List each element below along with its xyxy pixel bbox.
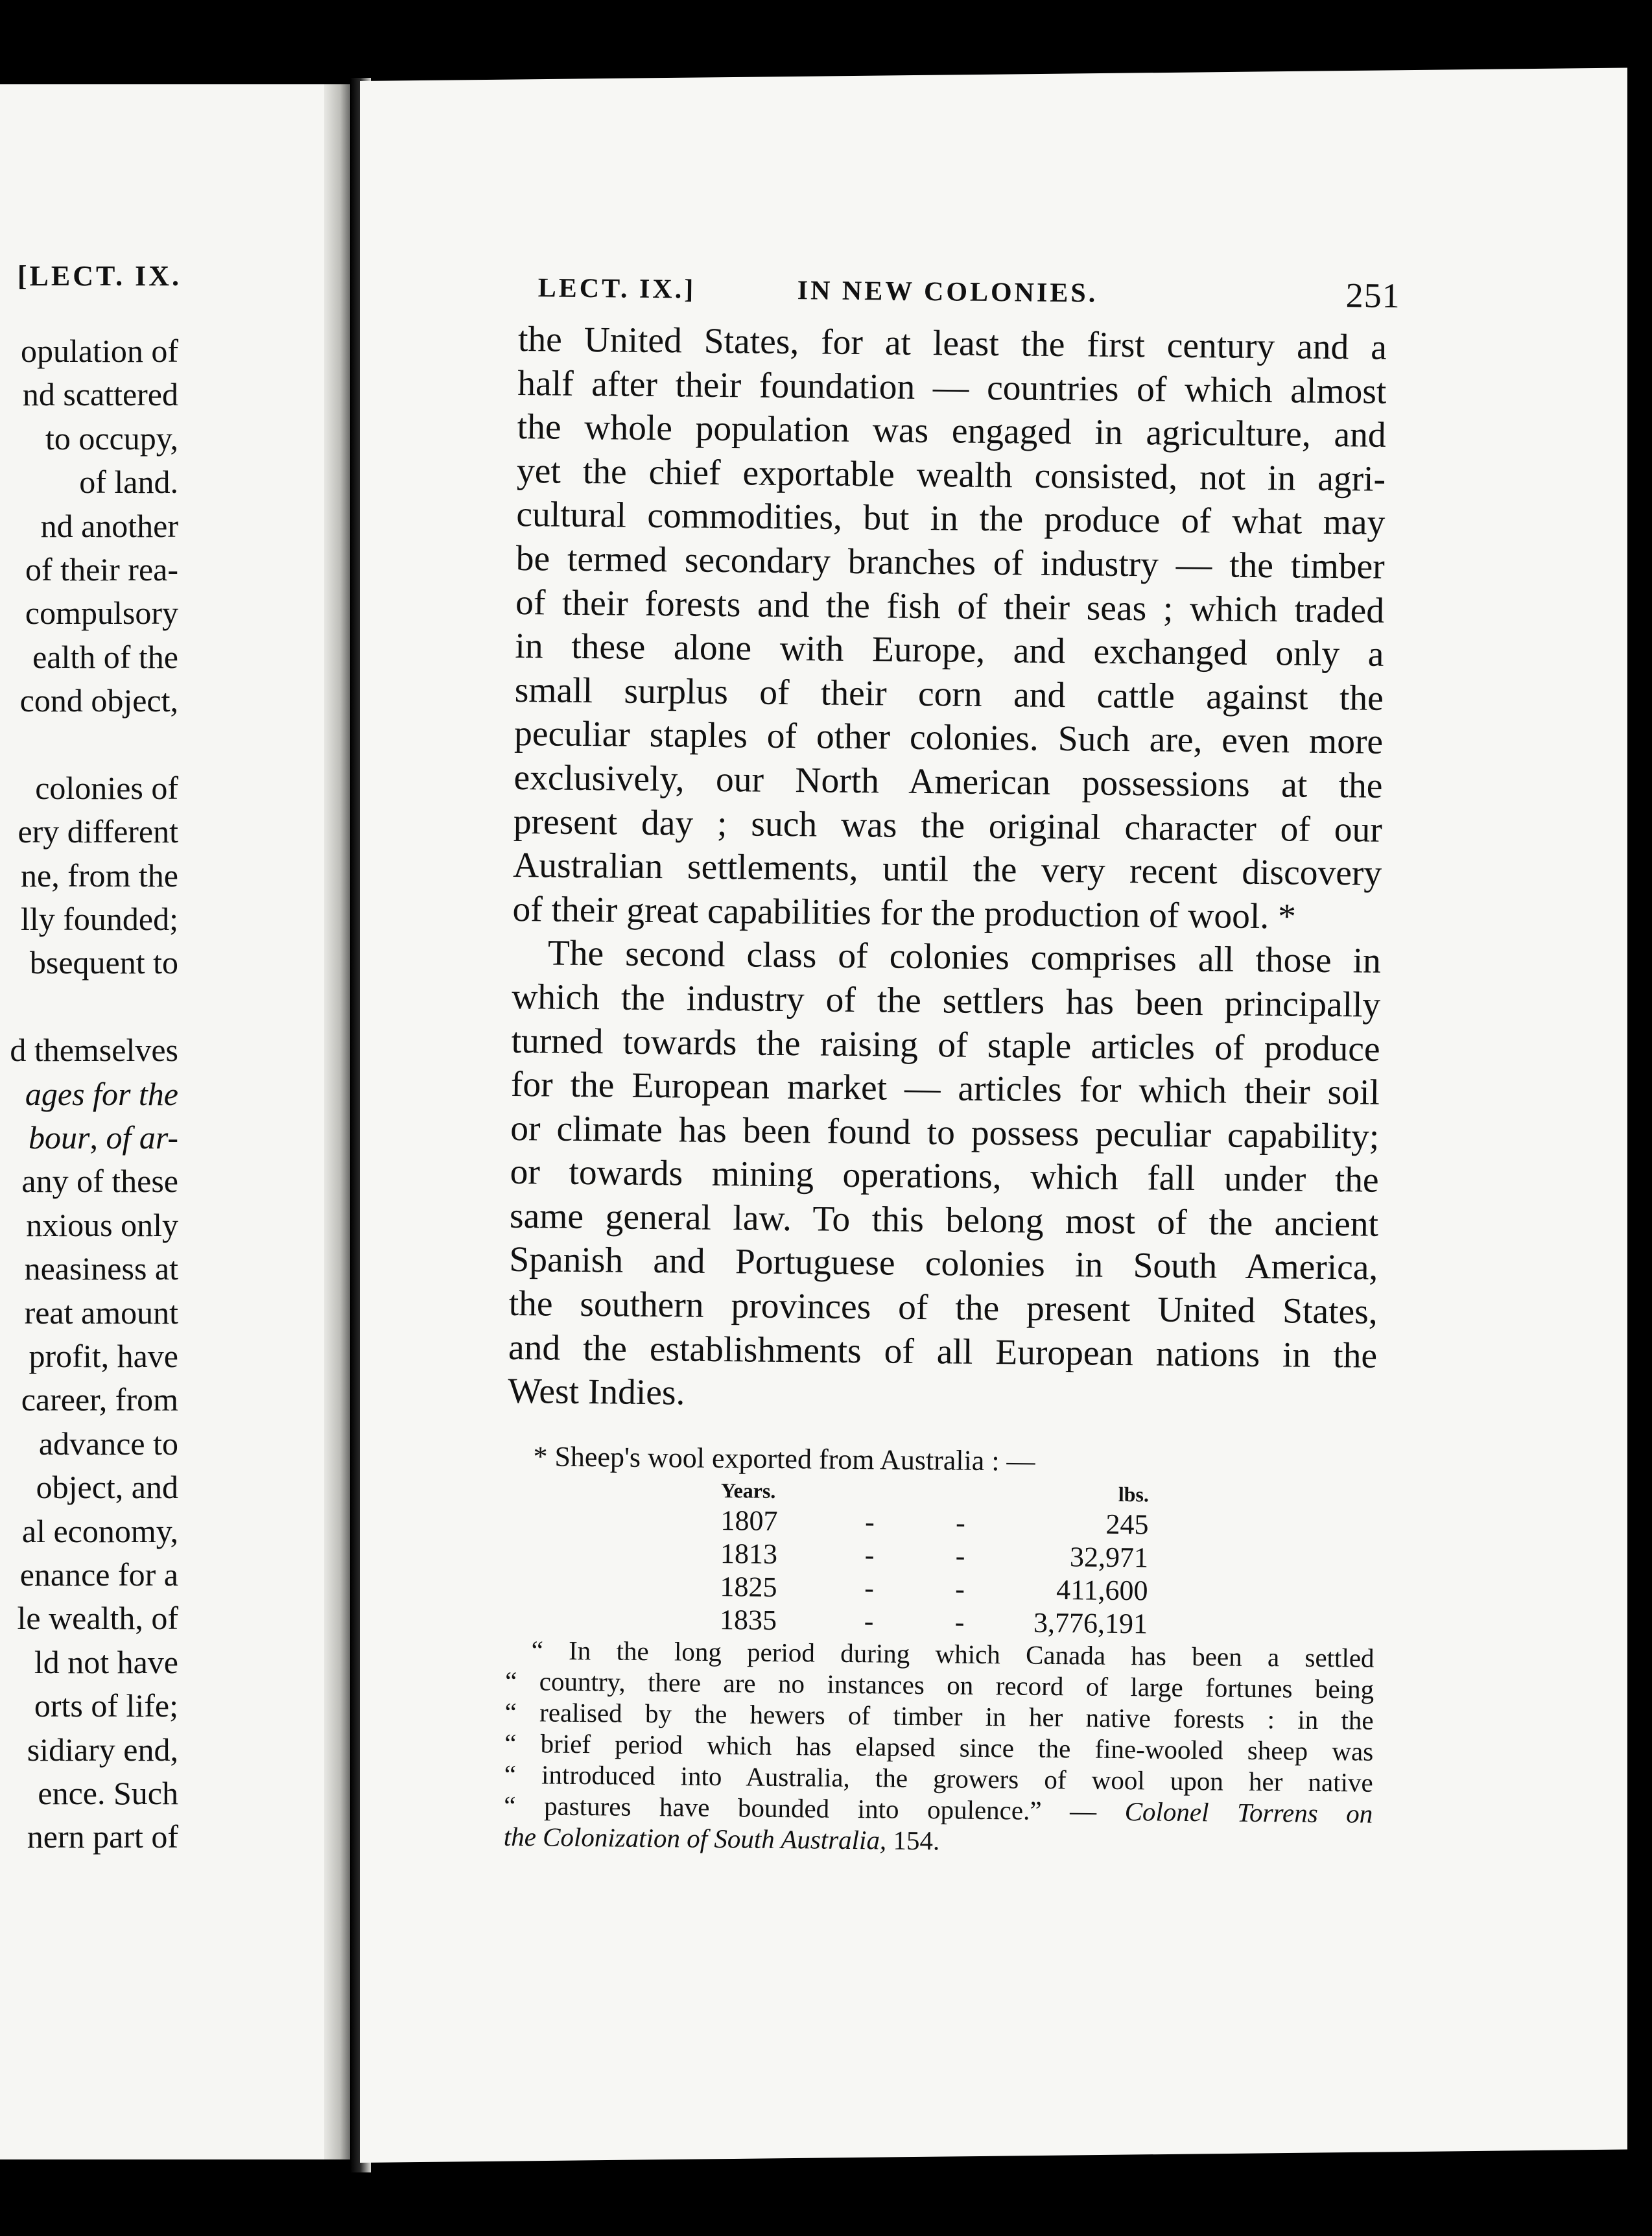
wool-export-table <box>720 1477 1162 1641</box>
left-page-line <box>0 985 178 1029</box>
footnote <box>504 1438 1376 1861</box>
table-header-row <box>721 1477 1162 1508</box>
quote-text: “ In the long period during which Canada has been a settled <box>531 1635 1375 1673</box>
body-line: The second class of colonies comprises all those in <box>547 933 1382 982</box>
table-cell-dash: - <box>955 1540 965 1572</box>
body-line: Australian settlements, until the very recent discovery <box>512 846 1382 894</box>
body-line: and the establishments of all European nations in the <box>508 1327 1378 1376</box>
quote-text: “ country, there are no instances on record of large fortunes being <box>504 1665 1375 1704</box>
table-cell-dash: - <box>864 1572 875 1604</box>
quote-text: “ pastures have bounded into opulence.” — <box>504 1790 1097 1826</box>
left-page-line: nd another <box>40 507 178 544</box>
left-page-line: nern part of <box>27 1818 178 1855</box>
body-line: for the European market — articles for which their soil <box>510 1065 1380 1113</box>
footnote-intro: * Sheep's wool exported from Australia : — <box>533 1440 1035 1477</box>
table-cell-lbs: 411,600 <box>1056 1573 1148 1607</box>
body-line: cultural commodities, but in the produce of what may <box>516 495 1386 543</box>
left-page-line: to occupy, <box>45 420 178 457</box>
table-cell-dash: - <box>864 1605 874 1637</box>
quote-text: “ brief period which has elapsed since the fine-wooled sheep was <box>504 1728 1374 1766</box>
left-page-line: lly founded; <box>20 901 178 938</box>
left-page-text <box>0 329 178 1859</box>
left-running-head: [LECT. IX. <box>17 260 182 292</box>
left-page-line: ld not have <box>34 1643 178 1680</box>
body-line: exclusively, our North American possessions at the <box>513 757 1383 806</box>
table-cell-dash: - <box>954 1606 965 1638</box>
table-cell-dash: - <box>954 1573 965 1605</box>
left-page-line: nd scattered <box>22 376 178 413</box>
left-page-line: bour, of ar- <box>29 1119 178 1156</box>
body-line: of their forests and the fish of their seas ; which traded <box>515 582 1385 631</box>
left-page-line: ne, from the <box>21 857 178 894</box>
left-page-line: d themselves <box>10 1032 178 1069</box>
body-line: Spanish and Portuguese colonies in South America, <box>509 1240 1378 1289</box>
left-page-line: ealth of the <box>32 638 178 675</box>
left-page-line: advance to <box>38 1425 178 1462</box>
left-page-line <box>0 723 178 767</box>
body-line: half after their foundation — countries of which almost <box>517 363 1387 412</box>
paragraph-2 <box>508 931 1381 1421</box>
page-number: 251 <box>1345 276 1401 316</box>
table-cell-dash: - <box>864 1506 875 1538</box>
body-line: or climate has been found to possess peculiar capability; <box>510 1108 1380 1157</box>
left-page-line: object, and <box>36 1469 178 1506</box>
left-page-line: orts of life; <box>34 1687 178 1724</box>
footnote-quote <box>504 1634 1375 1861</box>
body-line: which the industry of the settlers has been principally <box>511 977 1381 1025</box>
left-page-line: of their rea- <box>25 551 178 588</box>
citation-page: 154. <box>893 1825 940 1856</box>
body-line: turned towards the raising of staple articles of produce <box>511 1021 1380 1069</box>
body-line: be termed secondary branches of industry — the timber <box>515 538 1385 587</box>
left-page-line: nxious only <box>26 1206 178 1243</box>
quote-text: “ introduced into Australia, the growers of wool upon her native <box>504 1759 1373 1798</box>
running-head <box>518 272 1401 326</box>
left-page-line: sidiary end, <box>27 1731 178 1768</box>
running-head-lecture: LECT. IX.] <box>537 273 696 305</box>
body-line: the whole population was engaged in agriculture, and <box>517 407 1386 456</box>
body-line: or towards mining operations, which fall under the <box>510 1152 1379 1201</box>
body-line: the United States, for at least the first century and a <box>517 319 1387 368</box>
running-head-title: IN NEW COLONIES. <box>797 276 1098 309</box>
citation-author: Colonel Torrens on <box>1124 1796 1373 1829</box>
left-page-line: opulation of <box>20 333 178 369</box>
left-page-line: ages for the <box>25 1075 178 1112</box>
table-row <box>720 1570 1161 1608</box>
body-line: the southern provinces of the present United States, <box>508 1283 1378 1332</box>
table-cell-year: 1813 <box>720 1537 778 1570</box>
left-page-line: bsequent to <box>29 944 178 981</box>
citation-title: the Colonization of South Australia, <box>503 1821 887 1855</box>
body-text <box>508 318 1387 1422</box>
left-page-line: career, from <box>21 1381 178 1418</box>
paragraph-1 <box>512 318 1387 940</box>
table-cell-dash: - <box>955 1506 966 1539</box>
left-page-line: compulsory <box>25 595 178 632</box>
body-line: present day ; such was the original character of our <box>513 802 1383 850</box>
table-cell-year: 1825 <box>720 1570 777 1603</box>
left-page-line: al economy, <box>21 1512 178 1549</box>
left-page-line: profit, have <box>29 1337 178 1374</box>
right-page-content <box>503 272 1401 1861</box>
quote-text: “ realised by the hewers of timber in her native forests : in the <box>504 1696 1374 1735</box>
table-cell-year: 1835 <box>719 1603 777 1636</box>
left-facing-page <box>0 84 353 2159</box>
left-page-line: neasiness at <box>24 1250 178 1287</box>
left-page-line: colonies of <box>35 769 178 806</box>
body-line: same general law. To this belong most of the ancient <box>509 1196 1379 1244</box>
table-cell-lbs: 245 <box>1105 1508 1149 1541</box>
body-line: peculiar staples of other colonies. Such are, even more <box>513 714 1384 763</box>
left-page-line: ence. Such <box>38 1774 178 1811</box>
left-page-line: reat amount <box>24 1294 178 1331</box>
table-cell-year: 1807 <box>720 1504 778 1537</box>
left-page-line: enance for a <box>19 1556 178 1593</box>
body-line: of their great capabilities for the production of wool. * <box>512 889 1297 937</box>
table-cell-lbs: 3,776,191 <box>1033 1606 1148 1640</box>
table-cell-dash: - <box>864 1539 875 1571</box>
left-page-line: of land. <box>79 464 178 501</box>
left-page-line: le wealth, of <box>17 1600 178 1637</box>
body-line: small surplus of their corn and cattle against the <box>514 670 1384 719</box>
table-cell-lbs: 32,971 <box>1069 1541 1149 1574</box>
table-header-lbs: lbs. <box>1118 1482 1150 1506</box>
left-page-line: cond object, <box>19 682 178 719</box>
table-row <box>720 1603 1161 1641</box>
body-line: yet the chief exportable wealth consisted, not in agri- <box>516 451 1386 499</box>
left-page-line: any of these <box>21 1163 178 1200</box>
body-line: West Indies. <box>508 1372 685 1413</box>
left-page-line: ery different <box>18 813 178 850</box>
table-row <box>720 1504 1161 1541</box>
table-row <box>720 1537 1161 1575</box>
body-line: in these alone with Europe, and exchanged only a <box>515 626 1384 674</box>
table-header-years: Years. <box>720 1478 776 1503</box>
